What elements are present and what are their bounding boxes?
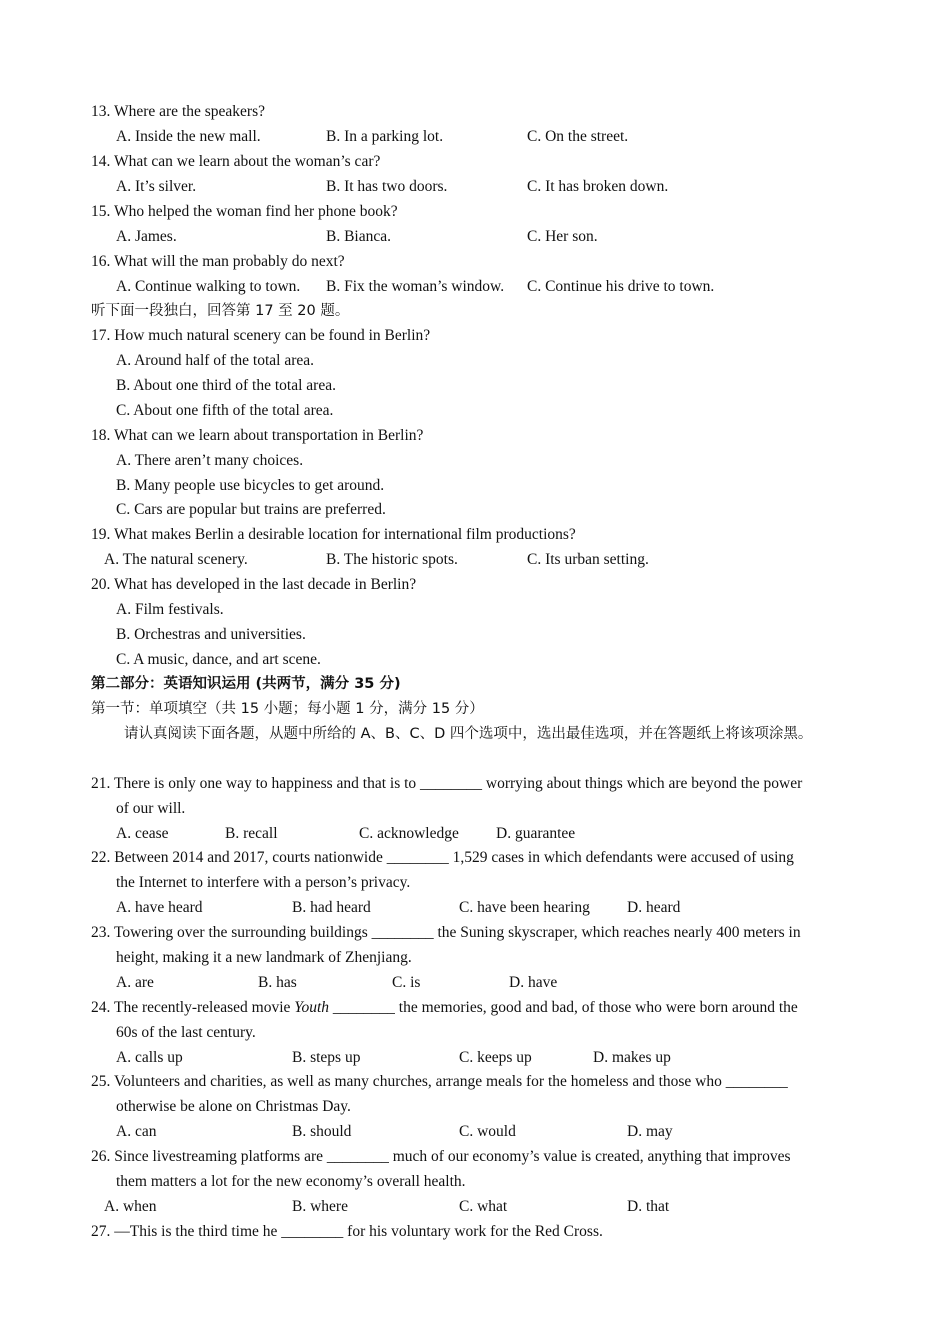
question-24-option-b: B. steps up [292, 1049, 361, 1066]
question-24-stem [91, 998, 798, 1018]
question-17-option-c: C. About one fifth of the total area. [116, 402, 334, 419]
question-20-stem: 20. What has developed in the last decade in Berlin? [91, 576, 417, 593]
question-22-option-c: C. have been hearing [459, 899, 590, 916]
question-17-option-b: B. About one third of the total area. [116, 377, 336, 394]
question-14-option-a: A. It’s silver. [116, 178, 197, 195]
question-27-stem: 27. —This is the third time he ________ for his voluntary work for the Red Cross. [91, 1223, 603, 1240]
question-13-option-c: C. On the street. [527, 128, 629, 145]
question-24-stem-end: ________ the memories, good and bad, of those who were born around the [329, 999, 798, 1016]
question-21-option-d: D. guarantee [496, 825, 576, 842]
question-16-option-b: B. Fix the woman’s window. [326, 278, 505, 295]
part2-title: 第二部分：英语知识运用 (共两节，满分 35 分) [91, 676, 401, 692]
question-23-option-b: B. has [258, 974, 297, 991]
question-26-option-a: A. when [104, 1198, 157, 1215]
question-15-option-b: B. Bianca. [326, 228, 391, 245]
question-19-option-b: B. The historic spots. [326, 551, 458, 568]
question-26-option-d: D. that [627, 1198, 670, 1215]
question-22-option-d: D. heard [627, 899, 681, 916]
question-26-option-c: C. what [459, 1198, 508, 1215]
question-26-stem: 26. Since livestreaming platforms are ________ much of our economy’s value is created, anything that improves [91, 1148, 791, 1165]
question-13-option-b: B. In a parking lot. [326, 128, 444, 145]
question-24-option-d: D. makes up [593, 1049, 671, 1066]
question-19-option-c: C. Its urban setting. [527, 551, 649, 568]
question-20-option-a: A. Film festivals. [116, 601, 224, 618]
question-25-option-a: A. can [116, 1123, 157, 1140]
question-19-stem: 19. What makes Berlin a desirable location for international film productions? [91, 526, 576, 543]
question-22-stem-cont: the Internet to interfere with a person’s privacy. [116, 874, 411, 891]
question-14-option-c: C. It has broken down. [527, 178, 669, 195]
section1-instructions: 请认真阅读下面各题，从题中所给的 A、B、C、D 四个选项中，选出最佳选项，并在答题纸上将该项涂黑。 [124, 726, 813, 742]
question-17-stem: 17. How much natural scenery can be found in Berlin? [91, 327, 431, 344]
question-23-stem-cont: height, making it a new landmark of Zhenjiang. [116, 949, 412, 966]
question-20-option-c: C. A music, dance, and art scene. [116, 651, 321, 668]
question-21-option-a: A. cease [116, 825, 169, 842]
question-15-option-a: A. James. [116, 228, 177, 245]
question-24-option-a: A. calls up [116, 1049, 183, 1066]
question-21-stem-cont: of our will. [116, 800, 186, 817]
question-17-option-a: A. Around half of the total area. [116, 352, 314, 369]
question-21-stem: 21. There is only one way to happiness and that is to ________ worrying about things which are beyond the power [91, 775, 803, 792]
question-25-stem-cont: otherwise be alone on Christmas Day. [116, 1098, 351, 1115]
question-16-option-a: A. Continue walking to town. [116, 278, 301, 295]
section1-title: 第一节：单项填空（共 15 小题；每小题 1 分，满分 15 分） [91, 701, 484, 717]
question-24-option-c: C. keeps up [459, 1049, 532, 1066]
question-23-option-a: A. are [116, 974, 154, 991]
question-24-stem-cont: 60s of the last century. [116, 1024, 256, 1041]
question-22-stem: 22. Between 2014 and 2017, courts nationwide ________ 1,529 cases in which defendants were accused of using [91, 849, 794, 866]
question-25-option-c: C. would [459, 1123, 516, 1140]
question-19-option-a: A. The natural scenery. [104, 551, 248, 568]
question-20-option-b: B. Orchestras and universities. [116, 626, 306, 643]
question-16-option-c: C. Continue his drive to town. [527, 278, 715, 295]
question-25-stem: 25. Volunteers and charities, as well as many churches, arrange meals for the homeless and those who ________ [91, 1073, 788, 1090]
question-22-option-a: A. have heard [116, 899, 203, 916]
monologue-intro: 听下面一段独白，回答第 17 至 20 题。 [91, 303, 350, 319]
question-23-option-d: D. have [509, 974, 558, 991]
question-15-option-c: C. Her son. [527, 228, 598, 245]
question-14-option-b: B. It has two doors. [326, 178, 448, 195]
question-24-stem-start: 24. The recently-released movie [91, 999, 295, 1016]
question-21-option-c: C. acknowledge [359, 825, 459, 842]
question-25-option-b: B. should [292, 1123, 352, 1140]
question-13-stem: 13. Where are the speakers? [91, 103, 265, 120]
question-26-stem-cont: them matters a lot for the new economy’s overall health. [116, 1173, 466, 1190]
question-18-stem: 18. What can we learn about transportation in Berlin? [91, 427, 424, 444]
question-23-stem: 23. Towering over the surrounding buildings ________ the Suning skyscraper, which reaches nearly 400 meters in [91, 924, 801, 941]
question-18-option-a: A. There aren’t many choices. [116, 452, 304, 469]
question-18-option-b: B. Many people use bicycles to get around. [116, 477, 385, 494]
question-25-option-d: D. may [627, 1123, 673, 1140]
question-14-stem: 14. What can we learn about the woman’s car? [91, 153, 381, 170]
question-16-stem: 16. What will the man probably do next? [91, 253, 345, 270]
question-23-option-c: C. is [392, 974, 421, 991]
question-21-option-b: B. recall [225, 825, 278, 842]
question-18-option-c: C. Cars are popular but trains are preferred. [116, 501, 386, 518]
question-13-option-a: A. Inside the new mall. [116, 128, 261, 145]
question-24-movie-title: Youth [294, 999, 330, 1016]
question-26-option-b: B. where [292, 1198, 348, 1215]
question-15-stem: 15. Who helped the woman find her phone book? [91, 203, 398, 220]
question-22-option-b: B. had heard [292, 899, 371, 916]
